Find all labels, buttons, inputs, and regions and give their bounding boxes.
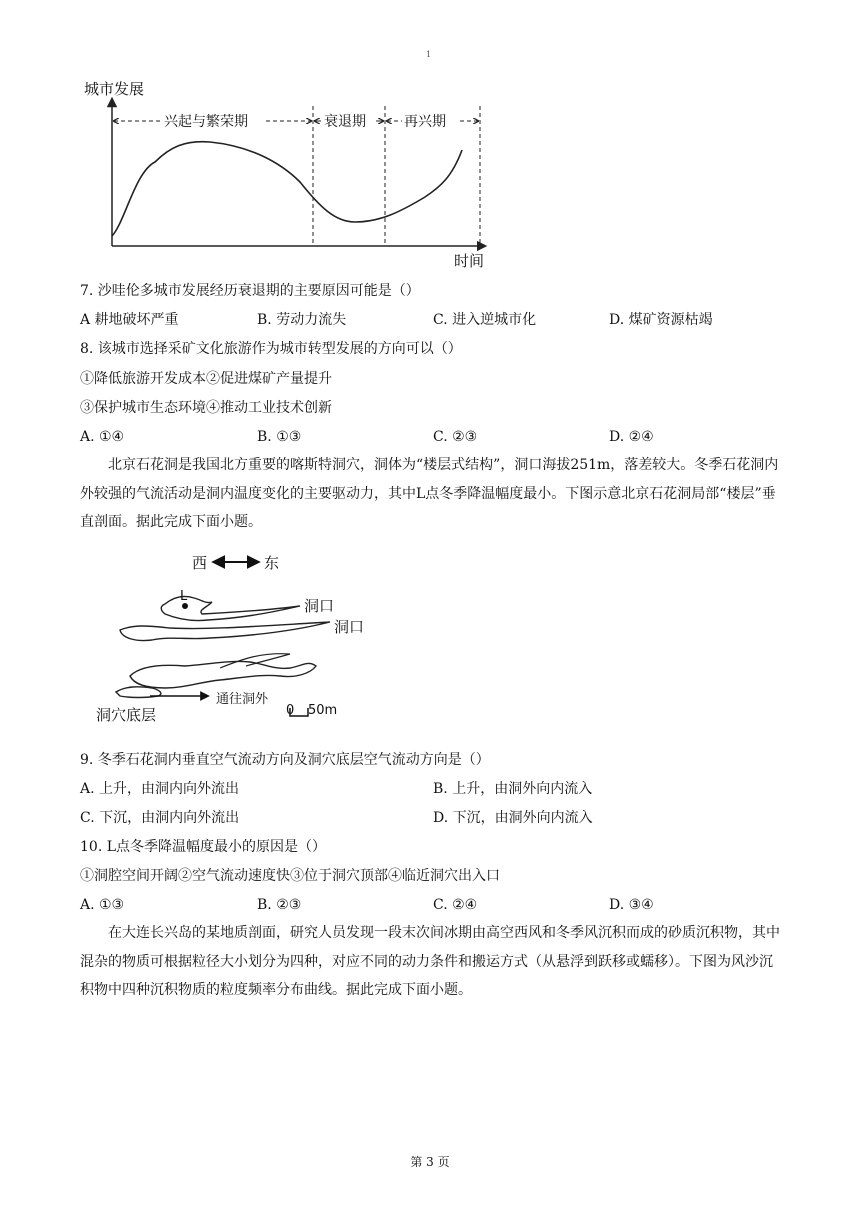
passage-changxingdao: 在大连长兴岛的某地质剖面，研究人员发现一段末次间冰期由高空西风和冬季风沉积而成的砂质沉积物，其中混杂的物质可根据粒径大小划分为四种，对应不同的动力条件和搬运方式（从悬浮到跃移或蠕移）。下图为风沙沉积物中四种沉积物质的粒度频率分布曲线。据此完成下面小题。 [80, 925, 780, 998]
q9-option-d[interactable]: D. 下沉，由洞外向内流入 [433, 810, 593, 826]
q7-option-a[interactable]: A 耕地破坏严重 [80, 312, 179, 328]
point-l-label: L [180, 589, 188, 604]
city-development-chart [80, 72, 500, 272]
phase1-label: 兴起与繁荣期 [164, 114, 248, 130]
q7-option-d[interactable]: D. 煤矿资源枯竭 [609, 312, 713, 328]
cave-section-figure [90, 548, 390, 728]
east-label: 东 [264, 554, 280, 572]
q8-option-c[interactable]: C. ②③ [433, 429, 478, 445]
q10-option-a[interactable]: A. ①③ [80, 897, 125, 913]
q9-option-a[interactable]: A. 上升，由洞内向外流出 [80, 781, 240, 797]
q9-stem: 9. 冬季石花洞内垂直空气流动方向及洞穴底层空气流动方向是（） [80, 752, 490, 768]
lower-chamber [130, 661, 316, 688]
middle-chamber [120, 622, 330, 641]
q10-line1: ①洞腔空间开阔②空气流动速度快③位于洞穴顶部④临近洞穴出入口 [80, 868, 500, 884]
header-mark: 1 [426, 50, 432, 59]
q10-stem: 10. L点冬季降温幅度最小的原因是（） [80, 839, 327, 855]
passage-shihuadong: 北京石花洞是我国北方重要的喀斯特洞穴，洞体为“楼层式结构”，洞口海拔251m，落差较大。冬季石花洞内外较强的气流活动是洞内温度变化的主要驱动力，其中L点冬季降温幅度最小。下图示意北京石花洞局部“楼层”垂直剖面。据此完成下面小题。 [80, 457, 779, 530]
west-label: 西 [192, 554, 208, 572]
q8-line1: ①降低旅游开发成本②促进煤矿产量提升 [80, 371, 332, 387]
q9-option-b[interactable]: B. 上升，由洞外向内流入 [433, 781, 593, 797]
q10-option-d[interactable]: D. ③④ [609, 897, 654, 913]
scale-zero: 0 [286, 703, 295, 718]
q8-option-d[interactable]: D. ②④ [609, 429, 654, 445]
q8-line2: ③保护城市生态环境④推动工业技术创新 [80, 400, 332, 416]
outlet-label: 通往洞外 [216, 692, 269, 707]
phase2-label: 衰退期 [324, 114, 366, 130]
phase3-label: 再兴期 [404, 114, 446, 130]
q8-option-b[interactable]: B. ①③ [257, 429, 302, 445]
q8-stem: 8. 该城市选择采矿文化旅游作为城市转型发展的方向可以（） [80, 341, 462, 357]
development-curve [112, 142, 462, 236]
q7-option-c[interactable]: C. 进入逆城市化 [433, 312, 537, 328]
lower-passage [220, 654, 290, 668]
bottom-layer-label: 洞穴底层 [96, 706, 157, 724]
q7-stem: 7. 沙哇伦多城市发展经历衰退期的主要原因可能是（） [80, 283, 420, 299]
q10-option-b[interactable]: B. ②③ [257, 897, 302, 913]
q8-option-a[interactable]: A. ①④ [80, 429, 125, 445]
x-axis-label: 时间 [454, 252, 485, 270]
scale-label: 50m [308, 703, 338, 718]
q7-option-b[interactable]: B. 劳动力流失 [257, 312, 347, 328]
entrance-2-label: 洞口 [334, 618, 365, 636]
y-axis-label: 城市发展 [84, 80, 145, 98]
page-number: 第 3 页 [410, 1155, 450, 1169]
q10-option-c[interactable]: C. ②④ [433, 897, 478, 913]
q9-option-c[interactable]: C. 下沉，由洞内向外流出 [80, 810, 240, 826]
entrance-1-label: 洞口 [304, 597, 335, 615]
